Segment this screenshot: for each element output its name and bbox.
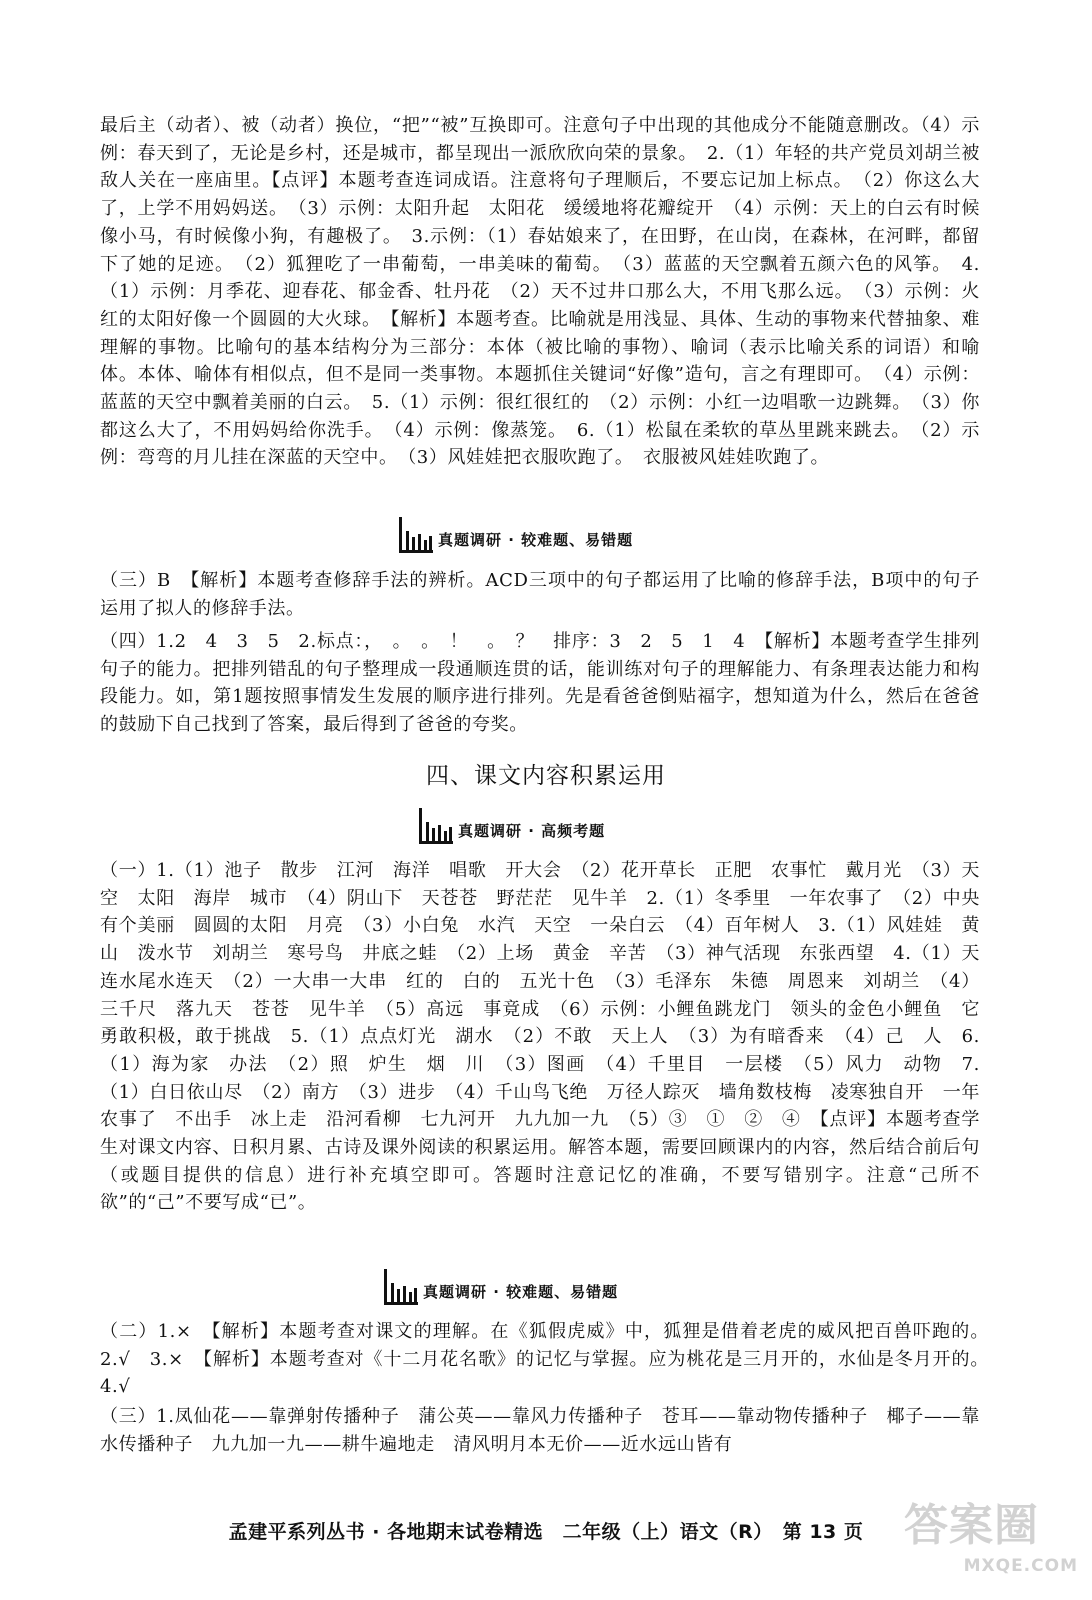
answer-paragraph-4: （一）1.（1）池子 散步 江河 海洋 唱歌 开大会 （2）花开草长 正肥 农事忙 戴月光 （3）天空 太阳 海岸 城市 （4）阴山下 天苍苍 野茫茫 见牛羊 2.（1）冬季里 一年农事了 （2）中央有个美丽 圆圆的太阳 月亮 （3）小白兔 水汽 天空 一朵白云 （4）百年树人 3.（1）风娃娃 黄山 泼水节 刘胡兰 寒号鸟 井底之蛙 （2）上场 黄金 辛苦 （3）神气活现 东张西望 4.（1）天连水尾水连天 （2）一大串一大串 红的 白的 五光十色 （3）毛泽东 朱德 周恩来 刘胡兰 （4）三千尺 落九天 苍苍 见牛羊 （5）高远 事竟成 （6）示例：小鲤鱼跳龙门 领头的金色小鲤鱼 它勇敢积极，敢于挑战 5.（1）点点灯光 湖水 （2）不敢 天上人 （3）为有暗香来 （4）己 人 6.（1）海为家 办法 （2）照 炉生 烟 川 （3）图画 （4）千里目 一层楼 （5）风力 动物 7.（1）白日依山尽 （2）南方 （3）进步 （4）千山鸟飞绝 万径人踪灭 墙角数枝梅 凌寒独自开 一年农事了 不出手 冰上走 沿河看柳 七九河开 九九加一九 （5）③ ① ② ④ 【点评】本题考查学生对课文内容、日积月累、古诗及课外阅读的积累运用。解答本题，需要回顾课内的内容，然后结合前后句（或题目提供的信息）进行补充填空即可。答题时注意记忆的准确，不要写错别字。注意“己所不欲”的“己”不要写成“已”。: [100, 860, 980, 1214]
answer-paragraph-5: （二）1.× 【解析】本题考查对课文的理解。在《狐假虎威》中，狐狸是借着老虎的威风把百兽吓跑的。 2.√ 3.× 【解析】本题考查对《十二月花名歌》的记忆与掌握。应为桃花是三月开的，水仙是冬月开的。 4.√: [100, 1321, 999, 1398]
section-heading: 四、课文内容积累运用: [426, 763, 666, 789]
page-footer: 孟建平系列丛书 · 各地期末试卷精选 二年级（上）语文（R） 第 13 页: [228, 1521, 864, 1543]
section-banner-hard-questions-2: [383, 1263, 618, 1307]
section-banner-frequent-questions: [418, 802, 605, 846]
section-banner-label: 真题调研 · 高频考题: [458, 822, 606, 840]
answer-paragraph-2: （三）B 【解析】本题考查修辞手法的辨析。ACD三项中的句子都运用了比喻的修辞手法，B项中的句子运用了拟人的修辞手法。: [100, 570, 980, 619]
watermark-url: MXQE.COM: [963, 1556, 1078, 1576]
section-banner-label: 真题调研 · 较难题、易错题: [423, 1283, 619, 1301]
bar-chart-icon: [398, 515, 434, 555]
section-banner-hard-questions-1: [398, 511, 633, 555]
answer-paragraph-1: 最后主（动者）、被（动者）换位，“把”“被”互换即可。注意句子中出现的其他成分不能随意删改。（4）示例：春天到了，无论是乡村，还是城市，都呈现出一派欣欣向荣的景象。 2.（1）年轻的共产党员刘胡兰被敌人关在一座庙里。【点评】本题考查连词成语。注意将句子理顺后，不要忘记加上标点。 （2）你这么大了，上学不用妈妈送。 （3）示例：太阳升起 太阳花 缓缓地将花瓣绽开 （4）示例：天上的白云有时候像小马，有时候像小狗，有趣极了。 3.示例：（1）春姑娘来了，在田野，在山岗，在森林，在河畔，都留下了她的足迹。 （2）狐狸吃了一串葡萄，一串美味的葡萄。 （3）蓝蓝的天空飘着五颜六色的风筝。 4.（1）示例：月季花、迎春花、郁金香、牡丹花 （2）天不过井口那么大，不用飞那么远。 （3）示例：火红的太阳好像一个圆圆的大火球。 【解析】本题考查。比喻就是用浅显、具体、生动的事物来代替抽象、难理解的事物。比喻句的基本结构分为三部分：本体（被比喻的事物）、喻词（表示比喻关系的词语）和喻体。本体、喻体有相似点，但不是同一类事物。本题抓住关键词“好像”造句，言之有理即可。 （4）示例：蓝蓝的天空中飘着美丽的白云。 5.（1）示例：很红很红的 （2）示例：小红一边唱歌一边跳舞。 （3）你都这么大了，不用妈妈给你洗手。 （4）示例：像蒸笼。 6.（1）松鼠在柔软的草丛里跳来跳去。 （2）示例：弯弯的月儿挂在深蓝的天空中。 （3）风娃娃把衣服吹跑了。 衣服被风娃娃吹跑了。: [100, 115, 980, 469]
section-banner-label: 真题调研 · 较难题、易错题: [438, 531, 634, 549]
answer-paragraph-3: （四）1.2 4 3 5 2.标点：， 。 。 ！ 。 ？ 排序：3 2 5 1 4 【解析】本题考查学生排列句子的能力。把排列错乱的句子整理成一段通顺连贯的话，能训练对句子的理解能力、有条理表达能力和构段能力。如，第1题按照事情发生发展的顺序进行排列。先是看爸爸倒贴福字，想知道为什么，然后在爸爸的鼓励下自己找到了答案，最后得到了爸爸的夸奖。: [100, 631, 980, 736]
bar-chart-icon: [418, 806, 454, 846]
watermark-logo: [876, 1496, 1086, 1596]
answer-paragraph-6: （三）1.凤仙花——靠弹射传播种子 蒲公英——靠风力传播种子 苍耳——靠动物传播种子 椰子——靠水传播种子 九九加一九——耕牛遍地走 清风明月本无价——近水远山皆有: [100, 1406, 980, 1455]
bar-chart-icon: [383, 1267, 419, 1307]
watermark-logo-text: 答案圈: [904, 1500, 1039, 1551]
